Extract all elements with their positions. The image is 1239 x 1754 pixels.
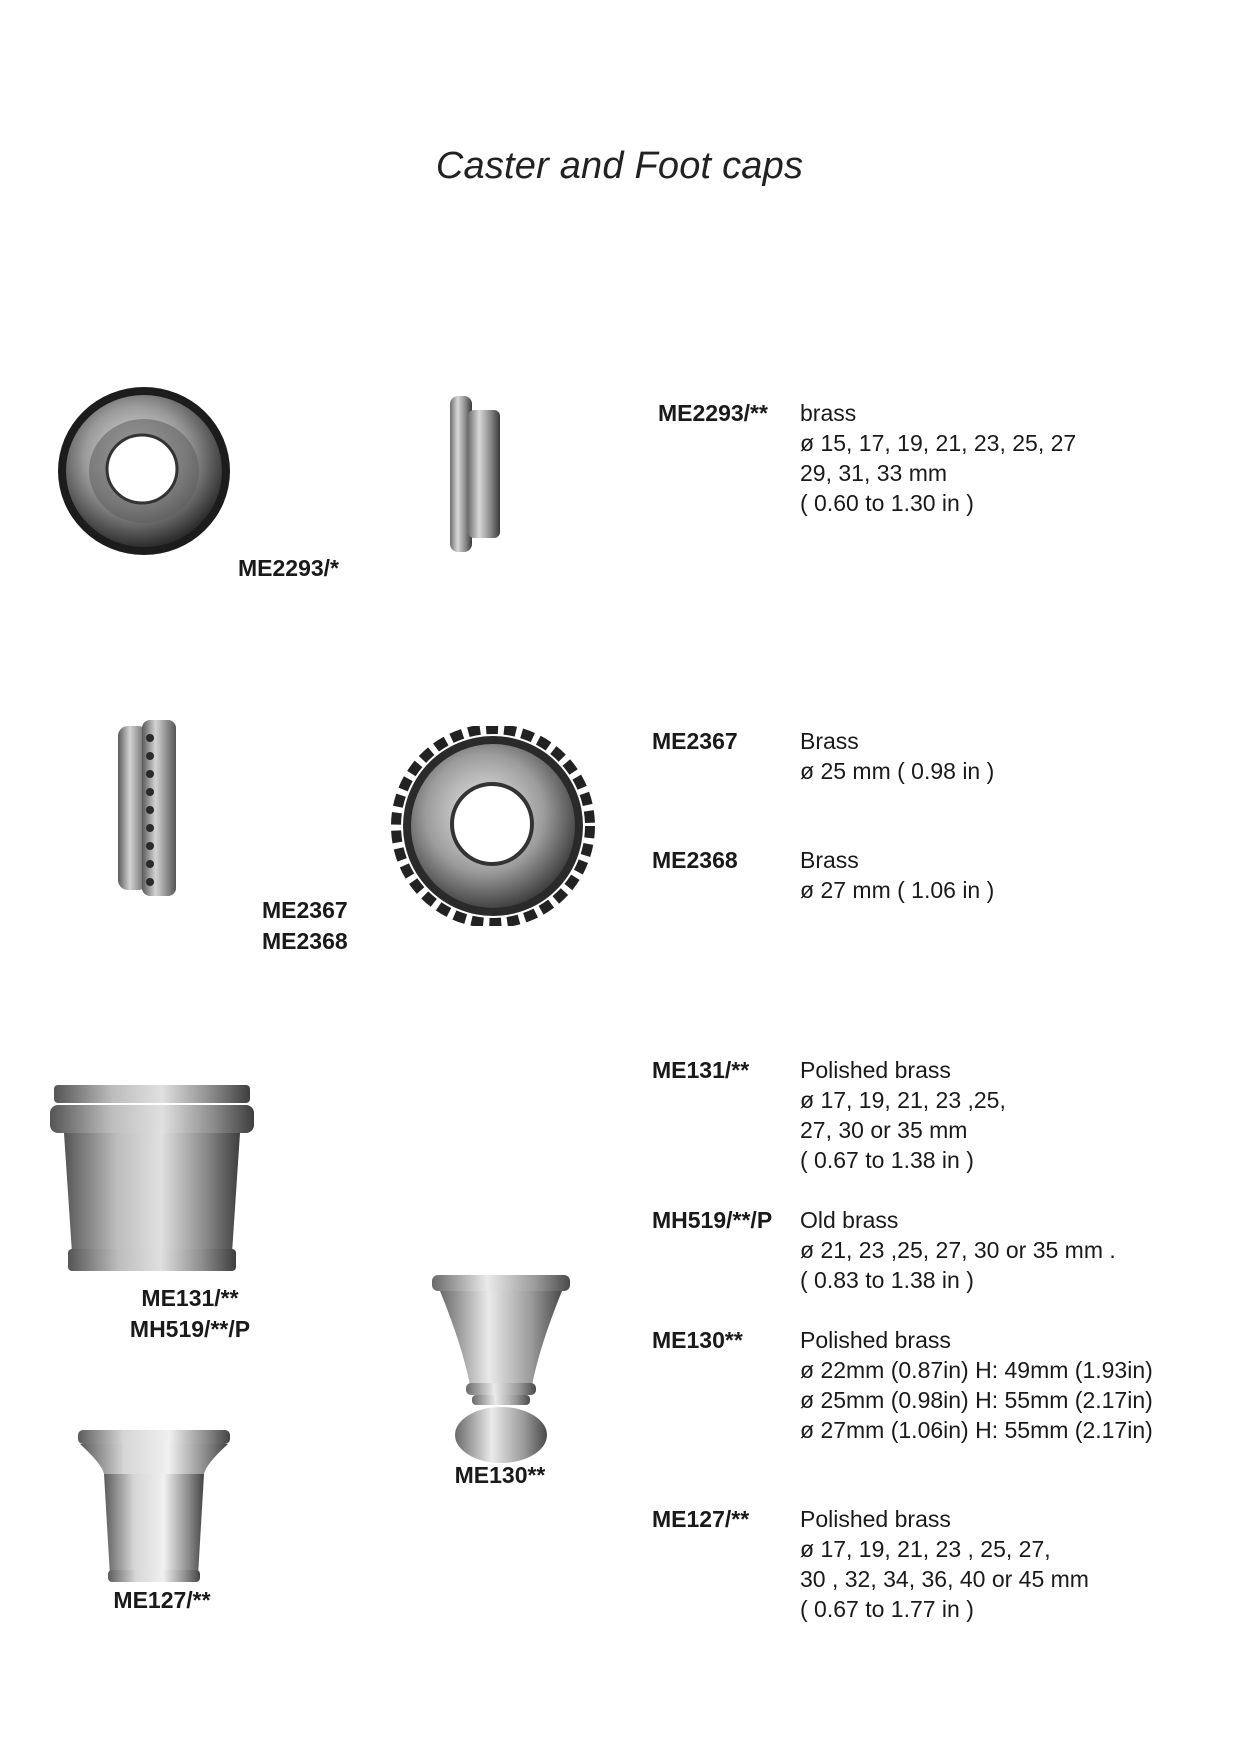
caption-me127: ME127/**	[113, 1587, 211, 1613]
me2368-ring-front-image	[390, 726, 596, 926]
spec-desc-mh519: Old brass ø 21, 23 ,25, 27, 30 or 35 mm . ( 0.83 to 1.38 in )	[800, 1207, 1116, 1293]
me130-cap-image	[432, 1275, 570, 1463]
caption-me131: ME131/**	[141, 1285, 239, 1311]
spec-code-me2367: ME2367	[652, 728, 738, 754]
spec-desc-me2367: Brass ø 25 mm ( 0.98 in )	[800, 728, 995, 784]
caption-me130: ME130**	[454, 1462, 546, 1488]
me2293-ring-side-image	[446, 396, 504, 552]
spec-code-me131: ME131/**	[652, 1057, 750, 1083]
spec-code-me127: ME127/**	[652, 1506, 750, 1532]
caption-mh519: MH519/**/P	[129, 1316, 251, 1342]
spec-code-me2293: ME2293/**	[658, 400, 768, 426]
me2367-ring-side-image	[112, 720, 188, 896]
spec-code-mh519: MH519/**/P	[652, 1207, 773, 1233]
spec-desc-me127: Polished brass ø 17, 19, 21, 23 , 25, 27, 30 , 32, 34, 36, 40 or 45 mm ( 0.67 to 1.77 in )	[800, 1506, 1089, 1622]
page-title: Caster and Foot caps	[435, 145, 804, 187]
spec-desc-me131: Polished brass ø 17, 19, 21, 23 ,25, 27, 30 or 35 mm ( 0.67 to 1.38 in )	[800, 1057, 1006, 1173]
spec-desc-me2368: Brass ø 27 mm ( 1.06 in )	[800, 847, 995, 903]
caption-me2293: ME2293/*	[238, 555, 340, 581]
me2293-ring-front-image	[56, 385, 232, 557]
spec-code-me130: ME130**	[652, 1327, 743, 1353]
spec-code-me2368: ME2368	[652, 847, 738, 873]
caption-me2368: ME2368	[262, 928, 348, 954]
caption-me2367: ME2367	[262, 897, 348, 923]
me127-cap-image	[78, 1430, 230, 1584]
me131-cap-image	[50, 1085, 254, 1273]
spec-desc-me2293: brass ø 15, 17, 19, 21, 23, 25, 27 29, 31, 33 mm ( 0.60 to 1.30 in )	[800, 400, 1077, 516]
spec-desc-me130: Polished brass ø 22mm (0.87in) H: 49mm (1.93in) ø 25mm (0.98in) H: 55mm (2.17in) ø 27mm (1.06in) H: 55mm (2.17in)	[800, 1327, 1153, 1443]
